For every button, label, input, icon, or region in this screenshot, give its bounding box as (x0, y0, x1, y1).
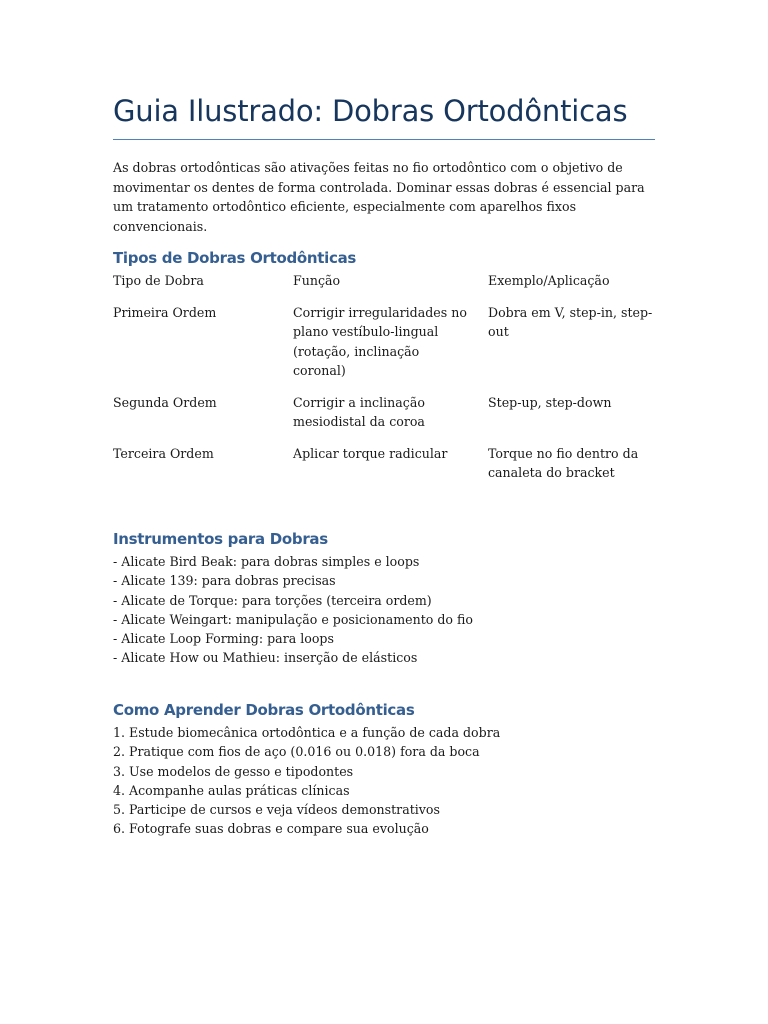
table-header-row (113, 271, 669, 303)
table-cell: Step-up, step-down (488, 394, 612, 410)
list-item: 5. Participe de cursos e veja vídeos demonstrativos (113, 802, 440, 818)
table-header-cell: Função (293, 273, 341, 288)
list-item: 1. Estude biomecânica ortodôntica e a função de cada dobra (113, 725, 501, 740)
table-cell: Dobra em V, step-in, step-out (488, 304, 653, 339)
table-cell: Primeira Ordem (113, 304, 217, 320)
document-title: Guia Ilustrado: Dobras Ortodônticas (113, 94, 628, 128)
section-heading-types: Tipos de Dobras Ortodônticas (113, 249, 357, 267)
list-item: - Alicate Loop Forming: para loops (113, 631, 334, 647)
list-item: - Alicate Bird Beak: para dobras simples e loops (113, 554, 420, 569)
section-heading-learn: Como Aprender Dobras Ortodônticas (113, 701, 415, 719)
title-underline-rule (113, 139, 655, 140)
table-cell: Torque no fio dentro da canaleta do bracket (488, 445, 639, 480)
table-cell: Aplicar torque radicular (293, 445, 448, 461)
list-item: - Alicate Weingart: manipulação e posicionamento do fio (113, 611, 473, 627)
list-item: - Alicate How ou Mathieu: inserção de elásticos (113, 650, 418, 666)
table-header-cell: Exemplo/Aplicação (488, 273, 610, 288)
list-item: 4. Acompanhe aulas práticas clínicas (113, 782, 350, 798)
table-cell: Terceira Ordem (113, 445, 214, 461)
table-cell: Segunda Ordem (113, 394, 217, 410)
instruments-list (113, 552, 473, 668)
list-item: - Alicate de Torque: para torções (terceira ordem) (113, 592, 432, 608)
intro-paragraph: As dobras ortodônticas são ativações feitas no fio ortodôntico com o objetivo de movimentar os dentes de forma controlada. Dominar essas dobras é essencial para um tratamento ortodôntico eficiente, especialmente com aparelhos fixos convencionais. (113, 160, 645, 234)
list-item: 6. Fotografe suas dobras e compare sua evolução (113, 821, 429, 837)
bend-types-table (113, 271, 669, 495)
learning-steps-list (113, 723, 500, 839)
table-header-cell: Tipo de Dobra (113, 273, 204, 288)
table-cell: Corrigir a inclinação mesiodistal da coroa (293, 394, 425, 429)
list-item: 3. Use modelos de gesso e tipodontes (113, 763, 354, 779)
table-row (113, 303, 669, 393)
section-heading-instruments: Instrumentos para Dobras (113, 530, 328, 548)
list-item: - Alicate 139: para dobras precisas (113, 573, 336, 589)
table-row (113, 393, 669, 444)
table-cell: Corrigir irregularidades no plano vestíbulo-lingual (rotação, inclinação coronal) (293, 304, 467, 378)
table-row (113, 444, 669, 495)
list-item: 2. Pratique com fios de aço (0.016 ou 0.018) fora da boca (113, 744, 480, 760)
